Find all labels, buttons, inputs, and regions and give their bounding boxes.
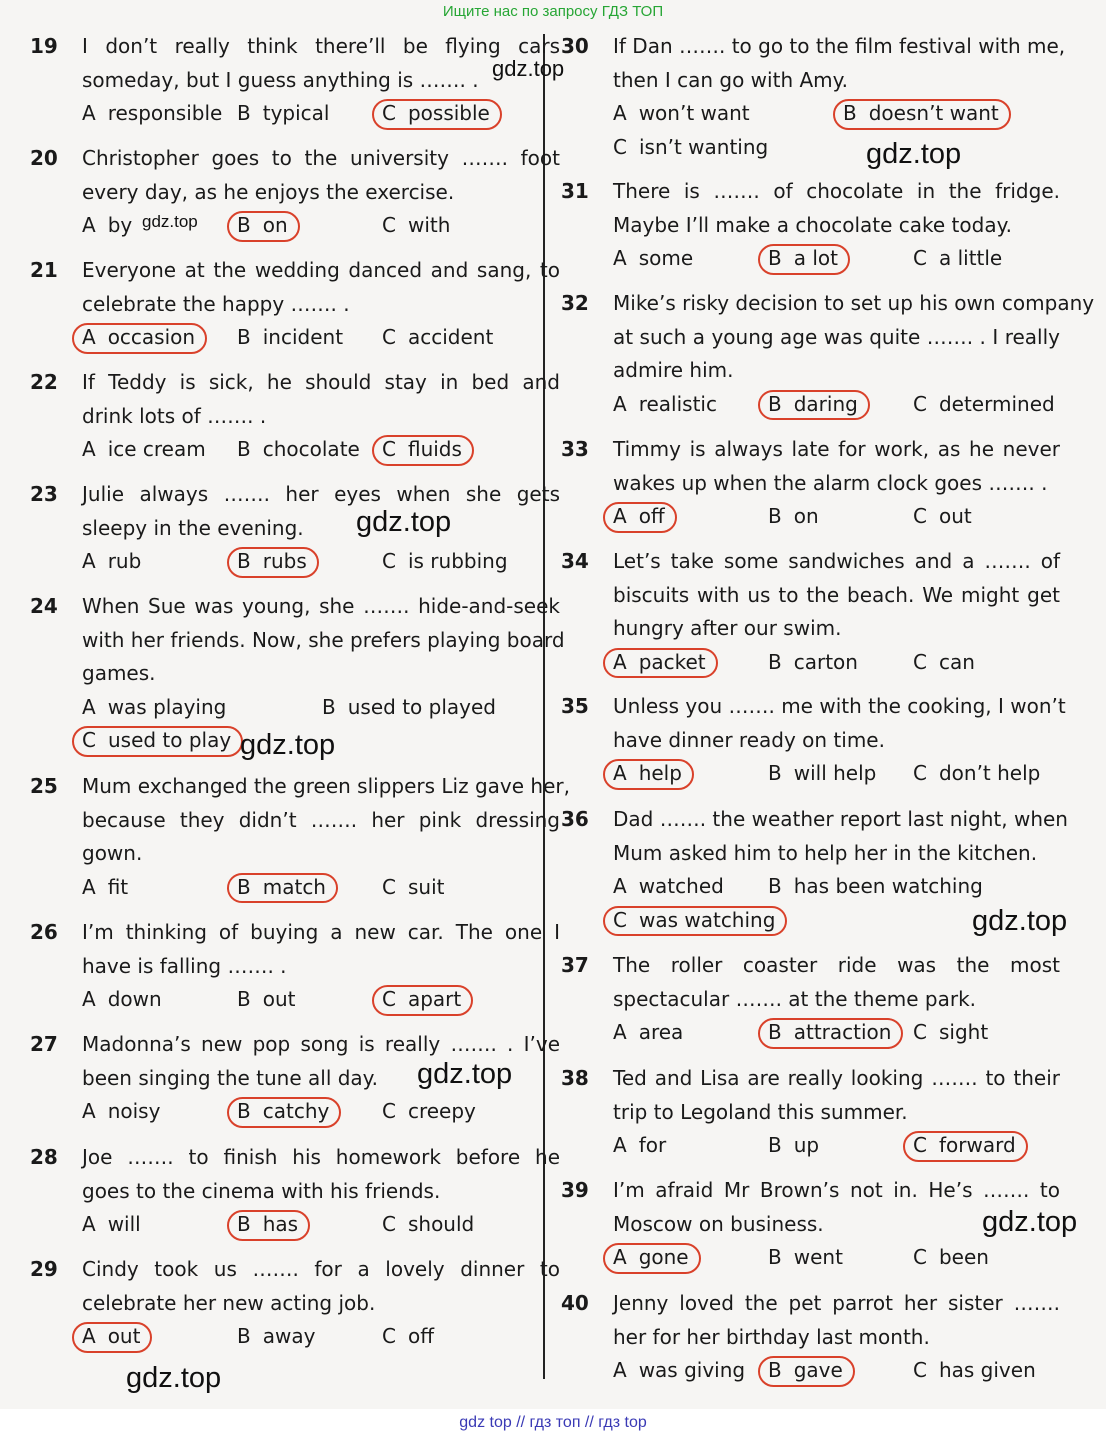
option-letter: C [382,213,396,237]
option-a[interactable] [613,388,717,422]
option-text: incident [262,325,344,349]
option-text: on [262,213,288,237]
option-text: down [107,987,162,1011]
option-c[interactable] [913,1129,1016,1163]
answer-options [82,871,560,905]
question-number: 35 [561,694,589,718]
option-text: possible [407,101,490,125]
option-letter: C [382,987,396,1011]
option-letter: B [237,325,251,349]
option-text: isn’t wanting [638,134,769,159]
option-c[interactable] [382,321,493,355]
question-number: 24 [30,594,58,618]
option-letter: A [82,1099,96,1123]
question-text-line: I don’t really think there’ll be flying cars [82,34,560,58]
watermark-text: gdz.top [240,729,336,761]
option-c[interactable] [382,545,508,579]
question-text-line: Cindy took us ……. for a lovely dinner to [82,1257,560,1281]
option-text: out [107,1324,141,1348]
question-text-line: Maybe I’ll make a chocolate cake today. [613,212,1012,237]
option-letter: A [82,213,96,237]
answer-options [82,1208,560,1242]
option-letter: B [768,246,782,270]
question-text-line: Joe ……. to finish his homework before he [82,1145,560,1169]
option-letter: B [237,987,251,1011]
question-text-line: Unless you ……. me with the cooking, I won’t [613,694,1066,718]
question-text-line: Jenny loved the pet parrot her sister ……. [613,1291,1060,1315]
option-a[interactable] [82,871,128,905]
option-letter: B [237,1212,251,1236]
answer-options [82,321,560,355]
option-b[interactable] [237,1208,298,1242]
question-text-line: Mike’s risky decision to set up his own company [613,291,1095,315]
option-text: off [638,504,665,528]
option-text: forward [938,1133,1016,1157]
question-text-line: Moscow on business. [613,1211,824,1236]
option-a[interactable] [613,242,693,276]
option-letter: C [382,1099,396,1123]
question-number: 25 [30,774,58,798]
option-letter: C [913,1245,927,1269]
option-c[interactable] [382,433,462,467]
option-a[interactable] [82,983,162,1017]
watermark-text: gdz.top [356,506,452,538]
option-b[interactable] [237,1320,315,1354]
question-number: 31 [561,179,589,203]
option-letter: B [768,504,782,528]
option-b[interactable] [237,321,343,355]
option-c[interactable] [82,724,231,758]
option-text: area [638,1020,684,1044]
question-number: 20 [30,146,58,170]
option-b[interactable] [768,1354,843,1388]
answer-options [82,433,560,467]
option-a[interactable] [613,1016,683,1050]
option-a[interactable] [613,1354,745,1388]
question-text-line: Let’s take some sandwiches and a ……. of [613,549,1060,573]
option-text: ice cream [107,437,206,461]
answer-options [613,1016,1060,1050]
option-c[interactable] [913,757,1040,791]
option-text: typical [262,101,330,125]
option-letter: C [382,549,396,573]
answer-options [613,1241,1060,1275]
option-b[interactable] [237,871,326,905]
option-letter: B [843,101,857,125]
question-text-line: If Dan ……. to go to the film festival with me, [613,34,1066,58]
option-text: responsible [107,101,223,125]
option-c[interactable] [382,983,461,1017]
option-letter: C [382,325,396,349]
option-letter: B [768,1133,782,1157]
watermark-text: gdz.top [972,905,1068,937]
question-number: 32 [561,291,589,315]
option-text: match [262,874,326,899]
option-letter: C [913,1133,927,1157]
option-b[interactable] [237,97,329,131]
option-letter: A [613,101,627,125]
question-text-line: There is ……. of chocolate in the fridge. [613,179,1060,203]
answer-options [82,1320,560,1354]
option-c[interactable] [913,646,975,680]
question-text-line: been singing the tune all day. [82,1065,379,1090]
option-text: will [107,1212,141,1236]
option-text: has [262,1212,299,1236]
question-text-line: Mum asked him to help her in the kitchen. [613,840,1038,865]
question-number: 22 [30,370,58,394]
option-text: creepy [407,1099,476,1123]
option-text: off [407,1324,434,1348]
option-a[interactable] [613,757,682,791]
option-letter: C [382,1324,396,1348]
question-text-line: I’m thinking of buying a new car. The one I [82,920,560,944]
option-text: carton [793,649,858,674]
answer-options [82,983,560,1017]
option-text: up [793,1133,820,1157]
question-number: 19 [30,34,58,58]
question-text-line: someday, but I guess anything is ……. . [82,67,479,92]
question-text-line: Madonna’s new pop song is really ……. . I’ve [82,1032,560,1056]
bottom-footer[interactable]: gdz top // гдз топ // гдз top [0,1409,1106,1437]
question-text-line: Mum exchanged the green slippers Liz gave her, [82,774,570,798]
option-letter: B [768,761,782,785]
option-b[interactable] [322,691,496,725]
question-text-line: then I can go with Amy. [613,67,848,92]
question-text-line: drink lots of ……. . [82,403,267,428]
question-text-line: Ted and Lisa are really looking ……. to their [613,1066,1060,1090]
option-text: has given [938,1358,1036,1382]
option-letter: B [237,437,251,461]
option-letter: B [768,1245,782,1269]
question-text-line: her for her birthday last month. [613,1324,930,1349]
option-letter: B [768,1358,782,1382]
question-text-line: every day, as he enjoys the exercise. [82,179,455,204]
option-b[interactable] [768,500,819,534]
option-text: used to played [347,694,496,719]
question-number: 40 [561,1291,589,1315]
question-number: 21 [30,258,58,282]
option-text: help [638,761,682,785]
option-letter: A [82,1324,96,1348]
option-c[interactable] [382,1208,474,1242]
answer-options [613,97,1060,164]
option-text: away [262,1324,316,1348]
question-number: 28 [30,1145,58,1169]
question-text-line: The roller coaster ride was the most [613,953,1060,977]
option-letter: C [913,246,927,270]
question-number: 34 [561,549,589,573]
option-text: a lot [793,246,838,270]
option-text: won’t want [638,101,750,125]
option-text: gone [638,1245,689,1269]
option-text: some [638,246,694,270]
option-b[interactable] [768,1016,891,1050]
answer-options [82,97,560,131]
option-letter: C [382,437,396,461]
option-letter: C [382,1212,396,1236]
option-letter: A [82,437,96,461]
option-text: was watching [638,907,776,932]
option-b[interactable] [237,433,360,467]
option-b[interactable] [768,1129,819,1163]
question-text-line: spectacular ……. at the theme park. [613,986,977,1011]
option-text: used to play [107,728,232,752]
question-number: 37 [561,953,589,977]
question-text-line: at such a young age was quite ……. . I really [613,324,1060,349]
option-text: for [638,1133,667,1157]
question-text-line: Timmy is always late for work, as he never [613,437,1060,461]
option-text: occasion [107,325,196,349]
answer-options [613,646,1060,680]
question-text-line: celebrate her new acting job. [82,1290,376,1315]
answer-options [613,1354,1060,1388]
option-a[interactable] [613,97,750,131]
option-text: chocolate [262,437,360,461]
option-text: fit [107,874,129,899]
option-text: packet [638,649,706,674]
option-letter: C [913,504,927,528]
option-letter: A [82,694,96,719]
question-text-line: with her friends. Now, she prefers playing board [82,627,565,652]
question-text-line: trip to Legoland this summer. [613,1099,908,1124]
option-letter: A [82,1212,96,1236]
option-text: fluids [407,437,462,461]
question-text-line: Julie always ……. her eyes when she gets [82,482,560,506]
question-text-line: because they didn’t ……. her pink dressing [82,807,560,832]
option-letter: B [768,391,782,416]
option-b[interactable] [237,209,288,243]
option-letter: B [768,1020,782,1044]
answer-options [613,757,1060,791]
option-b[interactable] [768,646,858,680]
option-a[interactable] [82,209,132,243]
question-text-line: When Sue was young, she ……. hide-and-seek [82,594,560,618]
option-text: realistic [638,391,717,416]
question-text-line: gown. [82,841,143,865]
question-text-line: admire him. [613,358,734,382]
option-text: determined [938,391,1055,416]
option-text: watched [638,874,724,898]
answer-options [82,1095,560,1129]
option-b[interactable] [768,242,838,276]
question-number: 26 [30,920,58,944]
option-text: gave [793,1358,843,1382]
option-c[interactable] [613,904,775,938]
option-a[interactable] [613,870,724,904]
option-a[interactable] [613,1241,689,1275]
watermark-text: gdz.top [492,56,565,81]
question-text-line: Dad ……. the weather report last night, when [613,807,1068,831]
option-text: has been watching [793,874,983,898]
option-letter: B [237,1324,251,1348]
option-letter: B [237,874,251,899]
option-letter: A [613,1358,627,1382]
option-letter: B [237,1099,251,1123]
option-letter: A [613,1245,627,1269]
option-a[interactable] [613,1129,666,1163]
option-b[interactable] [768,1241,843,1275]
question-text-line: sleepy in the evening. [82,515,304,540]
option-letter: A [613,874,627,898]
option-a[interactable] [82,97,222,131]
option-a[interactable] [82,433,206,467]
watermark-text: gdz.top [126,1362,222,1394]
option-text: on [793,504,819,528]
option-letter: A [82,325,96,349]
option-letter: A [82,874,96,899]
option-text: attraction [793,1020,892,1044]
question-text-line: celebrate the happy ……. . [82,291,350,316]
option-c[interactable] [913,1241,989,1275]
option-a[interactable] [82,1208,141,1242]
option-letter: B [237,549,251,573]
option-c[interactable] [913,1016,988,1050]
option-text: went [793,1245,843,1269]
option-text: been [938,1245,989,1269]
question-text-line: I’m afraid Mr Brown’s not in. He’s ……. to [613,1178,1060,1202]
option-letter: C [613,907,627,932]
option-text: doesn’t want [868,101,999,125]
option-a[interactable] [82,691,226,725]
option-letter: A [613,246,627,270]
option-text: by [107,213,133,237]
option-b[interactable] [237,983,296,1017]
option-letter: C [913,761,927,785]
option-c[interactable] [913,388,1055,422]
option-b[interactable] [237,545,307,579]
option-text: catchy [262,1099,330,1123]
option-c[interactable] [913,242,1002,276]
option-letter: A [82,549,96,573]
watermark-text: gdz.top [982,1206,1078,1238]
question-number: 33 [561,437,589,461]
option-letter: A [613,1020,627,1044]
option-letter: C [613,134,627,159]
answer-options [613,1129,1060,1163]
answer-options [613,242,1060,276]
question-text-line: have is falling ……. . [82,953,287,978]
option-text: noisy [107,1099,161,1123]
answer-options [613,388,1060,422]
option-text: rub [107,549,142,573]
option-c[interactable] [382,871,444,905]
watermark-text: gdz.top [417,1058,513,1090]
question-text-line: Christopher goes to the university ……. foot [82,146,560,170]
option-b[interactable] [768,757,876,791]
option-letter: C [382,101,396,125]
option-text: a little [938,246,1003,270]
option-text: can [938,649,975,674]
question-text-line: have dinner ready on time. [613,727,885,752]
option-text: was giving [638,1358,746,1382]
option-text: rubs [262,549,307,573]
option-letter: A [613,391,627,416]
option-a[interactable] [82,321,195,355]
option-letter: A [613,1133,627,1157]
watermark-text: gdz.top [142,212,198,231]
option-text: daring [793,391,858,416]
option-text: with [407,213,451,237]
option-text: accident [407,325,494,349]
option-letter: B [322,694,336,719]
option-a[interactable] [613,646,706,680]
question-number: 27 [30,1032,58,1056]
answer-options [613,500,1060,534]
option-letter: B [768,874,782,898]
option-a[interactable] [82,1320,140,1354]
option-letter: C [913,391,927,416]
question-text-line: biscuits with us to the beach. We might get [613,582,1060,607]
question-text-line: goes to the cinema with his friends. [82,1178,441,1203]
option-text: was playing [107,694,227,719]
watermark-text: gdz.top [866,138,962,170]
question-text-line: Everyone at the wedding danced and sang, to [82,258,560,282]
question-number: 23 [30,482,58,506]
option-letter: C [382,874,396,899]
option-b[interactable] [768,870,983,904]
option-a[interactable] [82,1095,160,1129]
option-a[interactable] [82,545,141,579]
option-text: don’t help [938,761,1041,785]
option-c[interactable] [382,209,450,243]
option-c[interactable] [913,1354,1036,1388]
option-b[interactable] [237,1095,329,1129]
option-letter: A [613,504,627,528]
option-b[interactable] [768,388,858,422]
option-letter: C [913,649,927,674]
option-a[interactable] [613,500,665,534]
option-letter: B [237,101,251,125]
question-number: 39 [561,1178,589,1202]
option-text: out [938,504,972,528]
option-text: apart [407,987,462,1011]
option-c[interactable] [913,500,972,534]
option-letter: C [913,1358,927,1382]
question-number: 29 [30,1257,58,1281]
question-number: 30 [561,34,589,58]
option-text: sight [938,1020,989,1044]
option-letter: A [82,987,96,1011]
question-number: 38 [561,1066,589,1090]
option-c[interactable] [613,131,768,165]
question-text-line: games. [82,661,156,685]
option-c[interactable] [382,1320,434,1354]
option-c[interactable] [382,97,490,131]
option-letter: C [913,1020,927,1044]
option-letter: B [768,649,782,674]
question-text-line: hungry after our swim. [613,616,842,640]
option-text: should [407,1212,475,1236]
option-letter: A [82,101,96,125]
option-text: out [262,987,296,1011]
option-b[interactable] [843,97,999,131]
option-letter: A [613,761,627,785]
option-text: is rubbing [407,549,508,573]
option-letter: C [82,728,96,752]
option-text: suit [407,874,445,899]
answer-options [82,545,560,579]
option-letter: B [237,213,251,237]
option-text: will help [793,761,877,785]
question-text-line: If Teddy is sick, he should stay in bed and [82,370,560,394]
question-text-line: wakes up when the alarm clock goes ……. . [613,470,1048,495]
top-banner[interactable]: Ищите нас по запросу ГДЗ ТОП [442,3,664,20]
option-letter: A [613,649,627,674]
question-number: 36 [561,807,589,831]
option-c[interactable] [382,1095,476,1129]
